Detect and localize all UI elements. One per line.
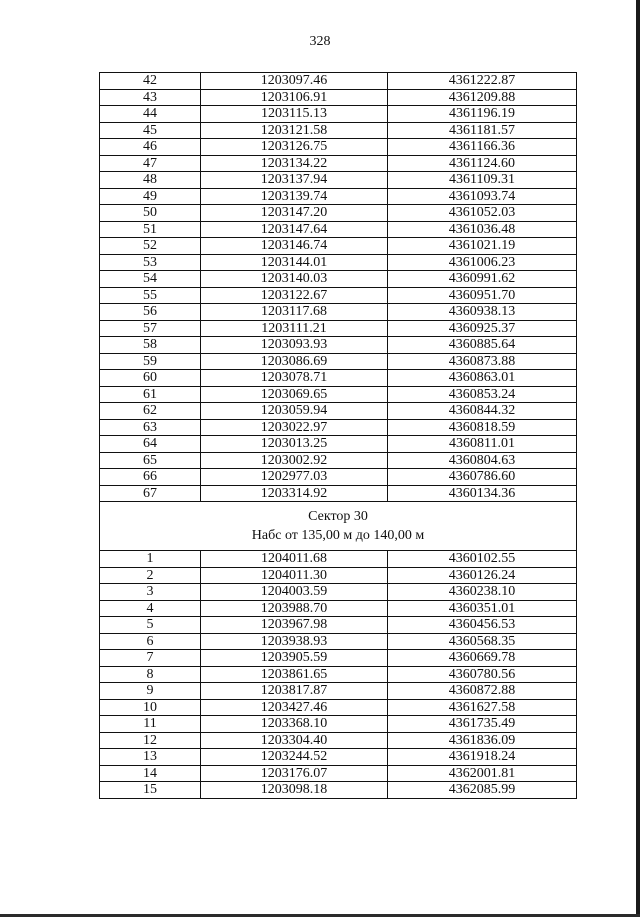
y-coordinate-cell: 4360351.01	[388, 600, 577, 617]
x-coordinate-cell: 1203002.92	[201, 452, 388, 469]
table-row	[100, 485, 577, 502]
x-coordinate-cell: 1203144.01	[201, 254, 388, 271]
y-coordinate-cell: 4360102.55	[388, 551, 577, 568]
x-coordinate-cell: 1203304.40	[201, 732, 388, 749]
point-number-cell: 4	[100, 600, 201, 617]
x-coordinate-cell: 1203069.65	[201, 386, 388, 403]
y-coordinate-cell: 4360669.78	[388, 650, 577, 667]
x-coordinate-cell: 1203122.67	[201, 287, 388, 304]
point-number-cell: 10	[100, 699, 201, 716]
y-coordinate-cell: 4360786.60	[388, 469, 577, 486]
point-number-cell: 46	[100, 139, 201, 156]
x-coordinate-cell: 1204011.68	[201, 551, 388, 568]
table-row	[100, 106, 577, 123]
x-coordinate-cell: 1203967.98	[201, 617, 388, 634]
x-coordinate-cell: 1203078.71	[201, 370, 388, 387]
point-number-cell: 52	[100, 238, 201, 255]
point-number-cell: 12	[100, 732, 201, 749]
x-coordinate-cell: 1203093.93	[201, 337, 388, 354]
table-row	[100, 403, 577, 420]
y-coordinate-cell: 4360126.24	[388, 567, 577, 584]
y-coordinate-cell: 4362001.81	[388, 765, 577, 782]
y-coordinate-cell: 4361006.23	[388, 254, 577, 271]
y-coordinate-cell: 4362085.99	[388, 782, 577, 799]
y-coordinate-cell: 4361222.87	[388, 73, 577, 90]
x-coordinate-cell: 1203147.20	[201, 205, 388, 222]
page-edge-right	[636, 0, 640, 917]
sector-header-group	[100, 502, 577, 551]
y-coordinate-cell: 4361196.19	[388, 106, 577, 123]
table-row	[100, 172, 577, 189]
point-number-cell: 45	[100, 122, 201, 139]
sector-title: Сектор 30	[308, 509, 368, 524]
y-coordinate-cell: 4360456.53	[388, 617, 577, 634]
y-coordinate-cell: 4361052.03	[388, 205, 577, 222]
point-number-cell: 6	[100, 633, 201, 650]
point-number-cell: 53	[100, 254, 201, 271]
x-coordinate-cell: 1203905.59	[201, 650, 388, 667]
point-number-cell: 59	[100, 353, 201, 370]
point-number-cell: 47	[100, 155, 201, 172]
table-row	[100, 716, 577, 733]
x-coordinate-cell: 1203368.10	[201, 716, 388, 733]
point-number-cell: 67	[100, 485, 201, 502]
point-number-cell: 14	[100, 765, 201, 782]
point-number-cell: 11	[100, 716, 201, 733]
y-coordinate-cell: 4360134.36	[388, 485, 577, 502]
table-row	[100, 386, 577, 403]
table-row	[100, 469, 577, 486]
point-number-cell: 65	[100, 452, 201, 469]
table-row	[100, 337, 577, 354]
point-number-cell: 42	[100, 73, 201, 90]
y-coordinate-cell: 4361124.60	[388, 155, 577, 172]
table-row	[100, 353, 577, 370]
point-number-cell: 50	[100, 205, 201, 222]
table-row	[100, 584, 577, 601]
point-number-cell: 61	[100, 386, 201, 403]
y-coordinate-cell: 4360925.37	[388, 320, 577, 337]
point-number-cell: 7	[100, 650, 201, 667]
x-coordinate-cell: 1203106.91	[201, 89, 388, 106]
sector-header-row	[100, 502, 577, 551]
x-coordinate-cell: 1203861.65	[201, 666, 388, 683]
x-coordinate-cell: 1202977.03	[201, 469, 388, 486]
table-row	[100, 221, 577, 238]
table-row	[100, 271, 577, 288]
table-row	[100, 699, 577, 716]
point-number-cell: 9	[100, 683, 201, 700]
table-row	[100, 370, 577, 387]
table-row	[100, 139, 577, 156]
page-number: 328	[309, 34, 331, 49]
x-coordinate-cell: 1203134.22	[201, 155, 388, 172]
y-coordinate-cell: 4360951.70	[388, 287, 577, 304]
y-coordinate-cell: 4360873.88	[388, 353, 577, 370]
point-number-cell: 62	[100, 403, 201, 420]
y-coordinate-cell: 4360844.32	[388, 403, 577, 420]
y-coordinate-cell: 4360238.10	[388, 584, 577, 601]
x-coordinate-cell: 1203139.74	[201, 188, 388, 205]
table-row	[100, 633, 577, 650]
table-row	[100, 452, 577, 469]
x-coordinate-cell: 1203111.21	[201, 320, 388, 337]
y-coordinate-cell: 4360938.13	[388, 304, 577, 321]
sector-subtitle: Набс от 135,00 м до 140,00 м	[251, 528, 425, 543]
coordinates-table-part-2	[100, 551, 577, 799]
table-row	[100, 436, 577, 453]
x-coordinate-cell: 1203117.68	[201, 304, 388, 321]
table-row	[100, 551, 577, 568]
table-row	[100, 122, 577, 139]
sector-header-cell	[100, 502, 577, 551]
x-coordinate-cell: 1203097.46	[201, 73, 388, 90]
table-row	[100, 205, 577, 222]
x-coordinate-cell: 1203059.94	[201, 403, 388, 420]
y-coordinate-cell: 4361036.48	[388, 221, 577, 238]
table-row	[100, 188, 577, 205]
x-coordinate-cell: 1203126.75	[201, 139, 388, 156]
y-coordinate-cell: 4361627.58	[388, 699, 577, 716]
table-row	[100, 155, 577, 172]
point-number-cell: 44	[100, 106, 201, 123]
point-number-cell: 13	[100, 749, 201, 766]
coordinates-table-part-1	[100, 73, 577, 502]
point-number-cell: 54	[100, 271, 201, 288]
y-coordinate-cell: 4361735.49	[388, 716, 577, 733]
coordinates-table	[99, 72, 577, 799]
table-row	[100, 600, 577, 617]
y-coordinate-cell: 4361109.31	[388, 172, 577, 189]
x-coordinate-cell: 1203938.93	[201, 633, 388, 650]
x-coordinate-cell: 1203086.69	[201, 353, 388, 370]
y-coordinate-cell: 4360804.63	[388, 452, 577, 469]
table-row	[100, 666, 577, 683]
y-coordinate-cell: 4360818.59	[388, 419, 577, 436]
y-coordinate-cell: 4360991.62	[388, 271, 577, 288]
point-number-cell: 3	[100, 584, 201, 601]
x-coordinate-cell: 1203427.46	[201, 699, 388, 716]
y-coordinate-cell: 4360885.64	[388, 337, 577, 354]
table-row	[100, 749, 577, 766]
point-number-cell: 15	[100, 782, 201, 799]
point-number-cell: 60	[100, 370, 201, 387]
point-number-cell: 63	[100, 419, 201, 436]
y-coordinate-cell: 4360853.24	[388, 386, 577, 403]
x-coordinate-cell: 1203022.97	[201, 419, 388, 436]
point-number-cell: 58	[100, 337, 201, 354]
x-coordinate-cell: 1203147.64	[201, 221, 388, 238]
y-coordinate-cell: 4360863.01	[388, 370, 577, 387]
y-coordinate-cell: 4360568.35	[388, 633, 577, 650]
table-row	[100, 732, 577, 749]
y-coordinate-cell: 4360872.88	[388, 683, 577, 700]
x-coordinate-cell: 1203140.03	[201, 271, 388, 288]
table-row	[100, 73, 577, 90]
x-coordinate-cell: 1203314.92	[201, 485, 388, 502]
x-coordinate-cell: 1204011.30	[201, 567, 388, 584]
table-row	[100, 320, 577, 337]
table-row	[100, 238, 577, 255]
point-number-cell: 66	[100, 469, 201, 486]
x-coordinate-cell: 1203098.18	[201, 782, 388, 799]
table-row	[100, 304, 577, 321]
table-row	[100, 650, 577, 667]
point-number-cell: 49	[100, 188, 201, 205]
point-number-cell: 64	[100, 436, 201, 453]
x-coordinate-cell: 1203146.74	[201, 238, 388, 255]
table-row	[100, 567, 577, 584]
x-coordinate-cell: 1203013.25	[201, 436, 388, 453]
x-coordinate-cell: 1203115.13	[201, 106, 388, 123]
point-number-cell: 2	[100, 567, 201, 584]
y-coordinate-cell: 4360780.56	[388, 666, 577, 683]
point-number-cell: 55	[100, 287, 201, 304]
table-row	[100, 782, 577, 799]
y-coordinate-cell: 4361093.74	[388, 188, 577, 205]
point-number-cell: 57	[100, 320, 201, 337]
x-coordinate-cell: 1203137.94	[201, 172, 388, 189]
point-number-cell: 43	[100, 89, 201, 106]
table-row	[100, 683, 577, 700]
table-row	[100, 617, 577, 634]
x-coordinate-cell: 1203176.07	[201, 765, 388, 782]
table-row	[100, 765, 577, 782]
point-number-cell: 1	[100, 551, 201, 568]
y-coordinate-cell: 4361021.19	[388, 238, 577, 255]
y-coordinate-cell: 4361209.88	[388, 89, 577, 106]
y-coordinate-cell: 4360811.01	[388, 436, 577, 453]
table-row	[100, 419, 577, 436]
x-coordinate-cell: 1203817.87	[201, 683, 388, 700]
y-coordinate-cell: 4361918.24	[388, 749, 577, 766]
table-row	[100, 254, 577, 271]
point-number-cell: 56	[100, 304, 201, 321]
table-row	[100, 287, 577, 304]
y-coordinate-cell: 4361181.57	[388, 122, 577, 139]
point-number-cell: 5	[100, 617, 201, 634]
x-coordinate-cell: 1203121.58	[201, 122, 388, 139]
point-number-cell: 8	[100, 666, 201, 683]
x-coordinate-cell: 1203244.52	[201, 749, 388, 766]
y-coordinate-cell: 4361836.09	[388, 732, 577, 749]
x-coordinate-cell: 1203988.70	[201, 600, 388, 617]
x-coordinate-cell: 1204003.59	[201, 584, 388, 601]
point-number-cell: 48	[100, 172, 201, 189]
y-coordinate-cell: 4361166.36	[388, 139, 577, 156]
table-row	[100, 89, 577, 106]
point-number-cell: 51	[100, 221, 201, 238]
